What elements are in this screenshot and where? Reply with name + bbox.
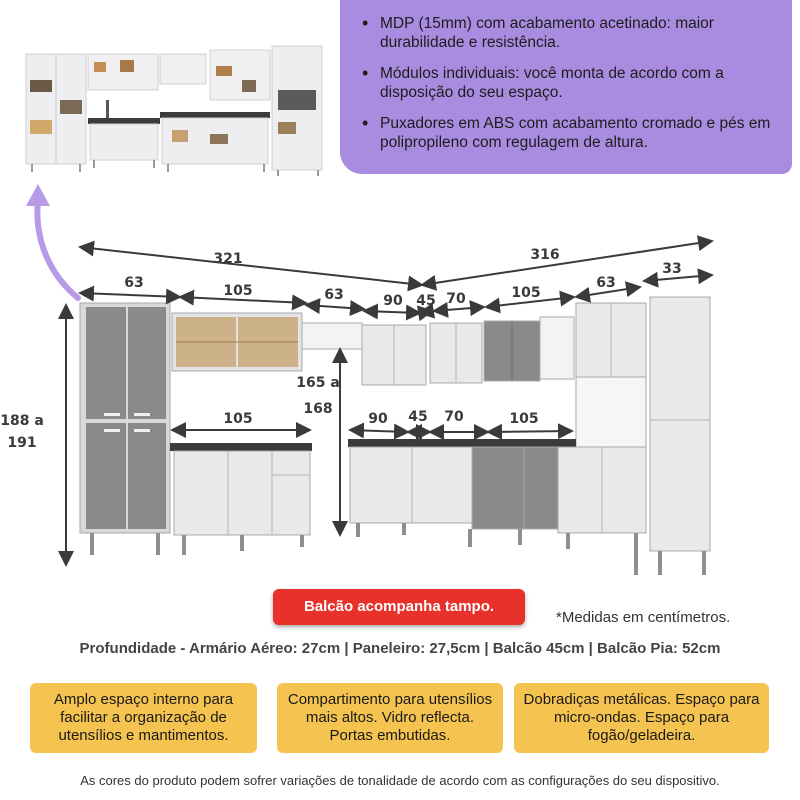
dim-label: 45 [408, 409, 428, 425]
feature-item: • Puxadores em ABS com acabamento cromado e pés em polipropileno com regulagem de altura. [380, 114, 778, 152]
countertop-included-badge: Balcão acompanha tampo. [273, 589, 525, 625]
dim-label: 33 [662, 261, 682, 277]
note-compartment [277, 683, 503, 753]
dim-total-right: 316 [530, 247, 560, 263]
dim-label: 105 [223, 283, 253, 299]
note-storage [30, 683, 257, 753]
dim-label: 90 [383, 293, 403, 309]
dim-height-total: 191 [7, 435, 37, 451]
dim-label: 63 [596, 275, 616, 291]
features-box [340, 0, 792, 174]
kitchen-dimension-drawing [0, 225, 800, 585]
dim-label: 105 [509, 411, 539, 427]
dim-label: 63 [124, 275, 144, 291]
tall-cabinet-left [80, 303, 170, 533]
dim-height-mid: 165 a [296, 375, 340, 391]
note-text: Compartimento para utensílios mais altos. Vidro reflecta. Portas embutidas. [287, 691, 493, 744]
dim-label: 70 [446, 291, 466, 307]
note-text: Dobradiças metálicas. Espaço para micro-ondas. Espaço para fogão/geladeira. [523, 691, 760, 744]
dim-height-total: 188 a [0, 413, 44, 429]
dim-label: 45 [416, 293, 436, 309]
measurements-note: *Medidas em centímetros. [556, 609, 731, 626]
note-hinges [514, 683, 769, 753]
dim-label: 70 [444, 409, 464, 425]
glass-upper-cabinet [172, 313, 302, 371]
dim-label: 105 [223, 411, 253, 427]
dim-label: 90 [368, 411, 388, 427]
dim-label: 63 [324, 287, 344, 303]
feature-item: • MDP (15mm) com acabamento acetinado: maior durabilidade e resistência. [380, 14, 778, 52]
color-disclaimer: As cores do produto podem sofrer variações de tonalidade de acordo com as configurações do seu dispositivo. [80, 773, 720, 788]
depth-specifications: Profundidade - Armário Aéreo: 27cm | Paneleiro: 27,5cm | Balcão 45cm | Balcão Pia: 52cm [79, 640, 721, 657]
note-text: Amplo espaço interno para facilitar a organização de utensílios e mantimentos. [53, 691, 234, 744]
dim-label: 105 [511, 285, 541, 301]
feature-item: • Módulos individuais: você monta de acordo com a disposição do seu espaço. [380, 64, 778, 102]
dim-total-left: 321 [213, 251, 243, 267]
dim-height-mid: 168 [303, 401, 333, 417]
kitchen-thumbnail [20, 40, 330, 180]
